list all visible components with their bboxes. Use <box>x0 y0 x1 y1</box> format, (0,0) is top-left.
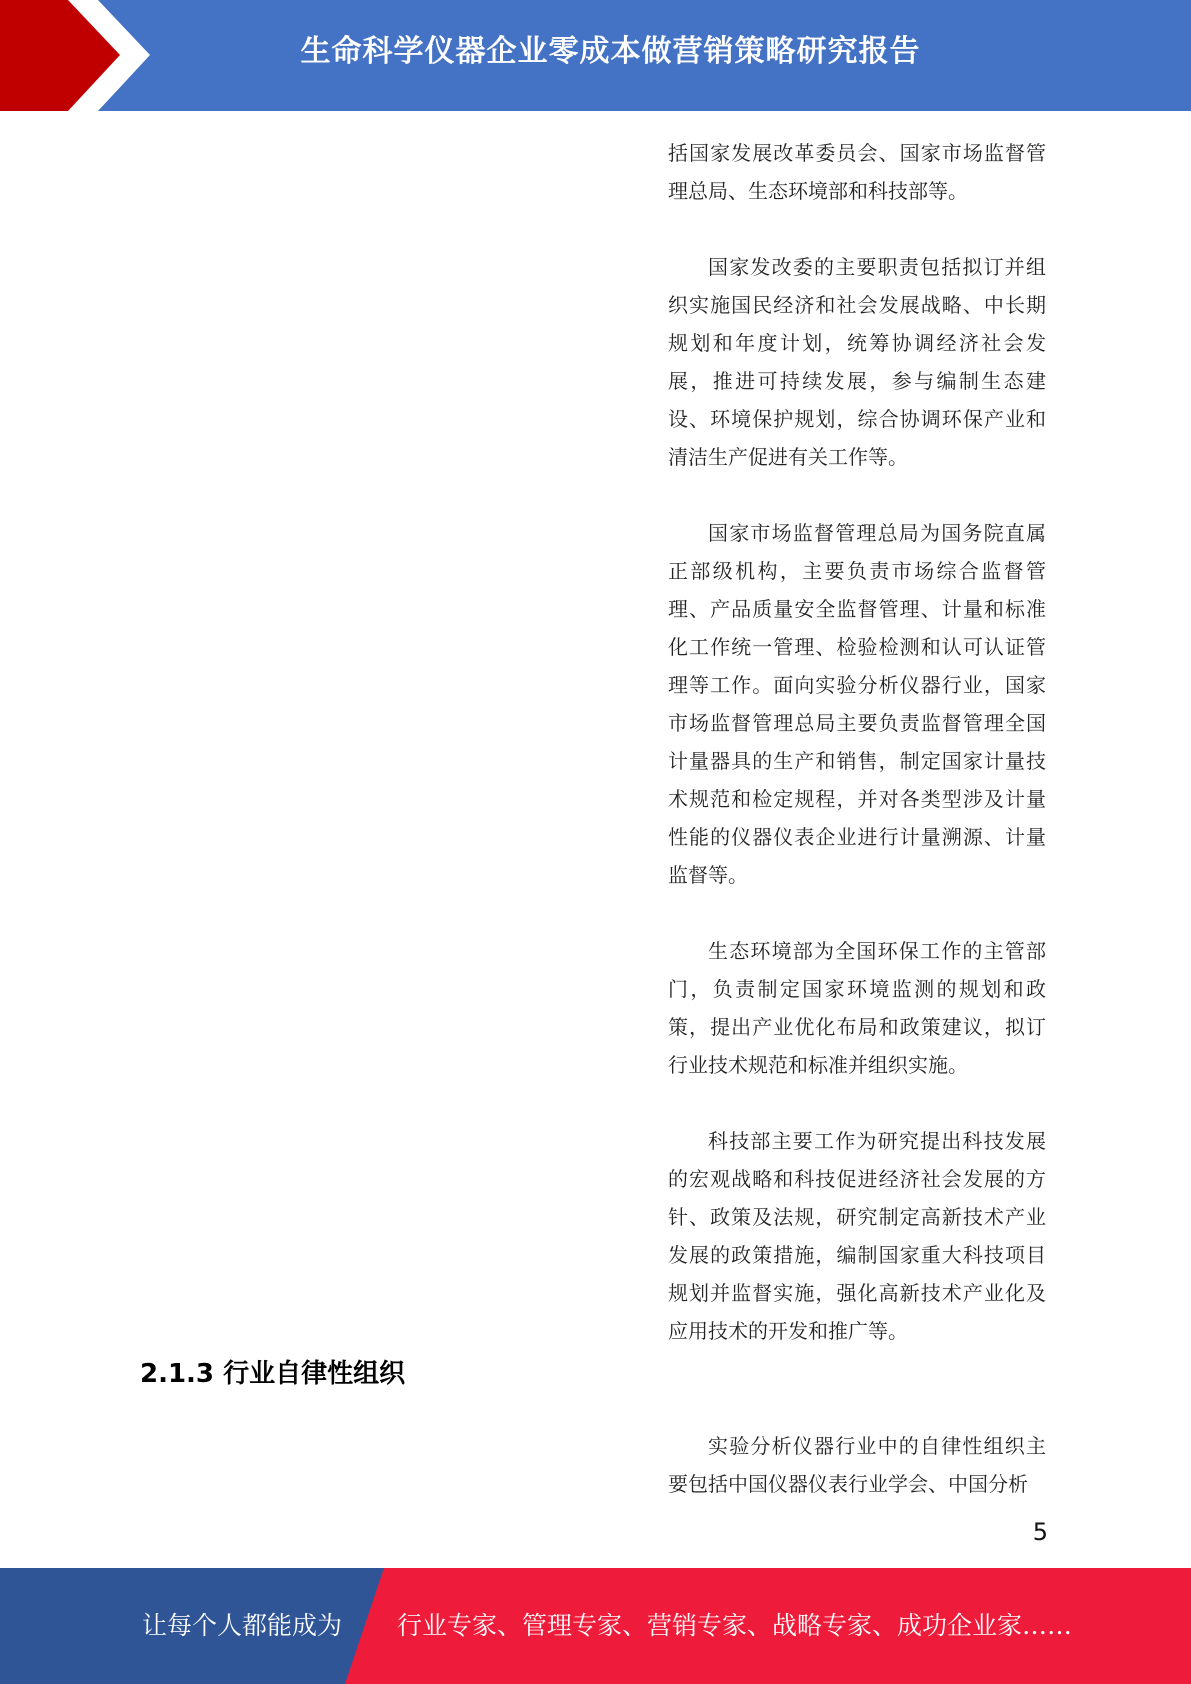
report-title: 生命科学仪器企业零成本做营销策略研究报告 <box>300 34 921 69</box>
footer-slogan-right: 行业专家、管理专家、营销专家、战略专家、成功企业家…… <box>397 1611 1073 1640</box>
page-number: 5 <box>1032 1518 1048 1546</box>
paragraph: 科技部主要工作为研究提出科技发展的宏观战略和科技促进经济社会发展的方针、政策及法规，研究制定高新技术产业发展的政策措施，编制国家重大科技项目规划并监督实施，强化高新技术产业化及应用技术的开发和推广等。 <box>668 1129 1046 1343</box>
report-header <box>0 0 1191 111</box>
footer-banner <box>0 1568 1191 1684</box>
paragraph: 括国家发展改革委员会、国家市场监督管理总局、生态环境部和科技部等。 <box>668 141 1046 203</box>
paragraph: 国家市场监督管理总局为国务院直属正部级机构，主要负责市场综合监督管理、产品质量安全监督管理、计量和标准化工作统一管理、检验检测和认可认证管理等工作。面向实验分析仪器行业，国家市场监督管理总局主要负责监督管理全国计量器具的生产和销售，制定国家计量技术规范和检定规程，并对各类型涉及计量性能的仪器仪表企业进行计量溯源、计量监督等。 <box>668 521 1046 887</box>
main-text-column <box>668 134 1046 1388</box>
paragraph: 生态环境部为全国环保工作的主管部门，负责制定国家环境监测的规划和政策，提出产业优化布局和政策建议，拟订行业技术规范和标准并组织实施。 <box>668 939 1046 1077</box>
footer-slogan-left: 让每个人都能成为 <box>142 1611 343 1640</box>
section-heading: 2.1.3 行业自律性组织 <box>140 1359 406 1389</box>
paragraph: 国家发改委的主要职责包括拟订并组织实施国民经济和社会发展战略、中长期规划和年度计划，统筹协调经济社会发展，推进可持续发展，参与编制生态建设、环境保护规划，综合协调环保产业和清洁生产促进有关工作等。 <box>668 255 1046 469</box>
section-text-column <box>668 1427 1046 1541</box>
paragraph: 实验分析仪器行业中的自律性组织主要包括中国仪器仪表行业学会、中国分析 <box>668 1434 1046 1496</box>
